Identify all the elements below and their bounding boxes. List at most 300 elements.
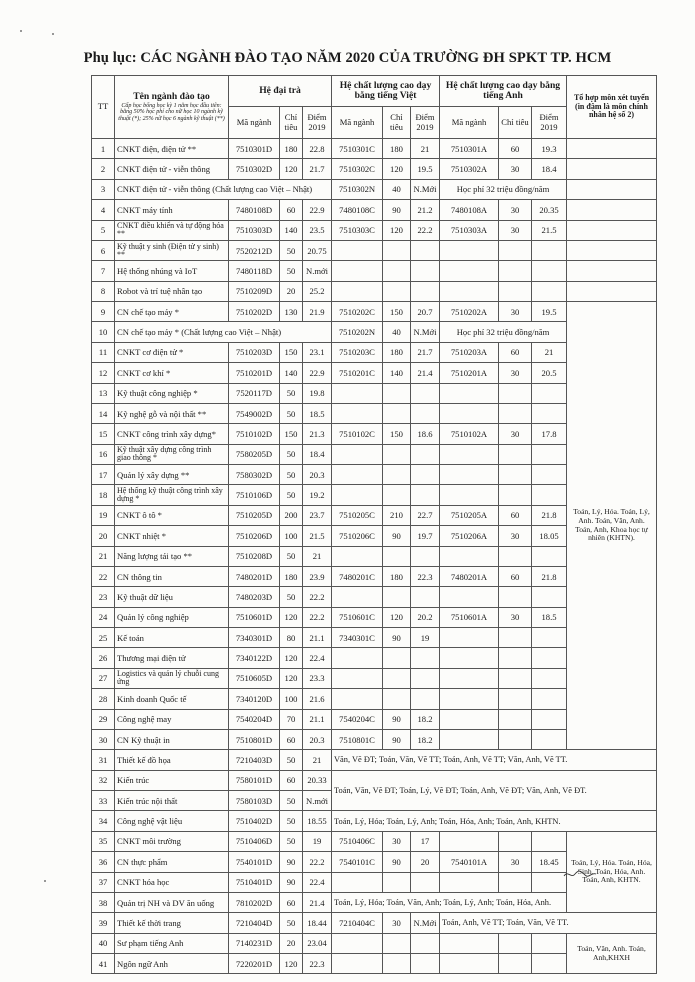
program-name: CN thực phẩm: [115, 852, 229, 872]
program-name: CNKT điện, điện tử **: [115, 139, 229, 159]
clcen-diem: [532, 668, 567, 688]
program-name: Kỹ nghệ gỗ và nội thất **: [115, 403, 229, 423]
clcen-chi: [499, 281, 532, 301]
daitra-ma: 7510106D: [229, 485, 280, 505]
clcvn-chi: 90: [383, 709, 411, 729]
table-row: [92, 281, 657, 301]
program-name: CNKT máy tính: [115, 200, 229, 220]
clcvn-chi: 180: [383, 139, 411, 159]
clcvn-chi: [383, 444, 411, 464]
daitra-ma: 7340122D: [229, 648, 280, 668]
daitra-chi: 50: [280, 546, 303, 566]
clcen-chi: [499, 729, 532, 749]
clcvn-chi: 90: [383, 729, 411, 749]
clcen-chi: [499, 261, 532, 281]
scan-speck: [44, 880, 46, 882]
daitra-ma: 7520117D: [229, 383, 280, 403]
program-name: Công nghệ may: [115, 709, 229, 729]
daitra-chi: 180: [280, 566, 303, 586]
combo-block: Toán, Lý, Hóa. Toán, Hóa, Sinh. Toán, Hóa, Anh. Toán, Anh, KHTN.: [567, 831, 657, 913]
clcen-chi: [499, 485, 532, 505]
daitra-chi: 60: [280, 200, 303, 220]
program-name: Năng lượng tái tạo **: [115, 546, 229, 566]
combo-empty: [567, 159, 657, 179]
clcen-chi: [499, 465, 532, 485]
daitra-chi: 60: [280, 729, 303, 749]
header-diem: Điểm 2019: [303, 107, 332, 139]
clcvn-ma: 7510202C: [332, 302, 383, 322]
daitra-chi: 150: [280, 342, 303, 362]
clcen-ma: [440, 709, 499, 729]
daitra-ma: 7480203D: [229, 587, 280, 607]
clcen-chi: [499, 648, 532, 668]
daitra-chi: 20: [280, 281, 303, 301]
clcvn-chi: [383, 546, 411, 566]
daitra-chi: 50: [280, 791, 303, 811]
header-combo-text: Tổ hợp môn xét tuyển (in đậm là môn chính nhân hệ số 2): [573, 93, 650, 120]
clcen-diem: 21.8: [532, 566, 567, 586]
clcvn-ma: [332, 281, 383, 301]
clcvn-diem: 21.2: [411, 200, 440, 220]
daitra-diem: 21: [303, 546, 332, 566]
clcvn-chi: 40: [383, 179, 411, 199]
header-ma: Mã ngành: [332, 107, 383, 139]
daitra-ma: 7580302D: [229, 465, 280, 485]
row-tt: 39: [92, 913, 115, 933]
clcen-diem: 18.4: [532, 159, 567, 179]
clcen-diem: [532, 403, 567, 423]
clcen-diem: [532, 465, 567, 485]
clcen-ma: [440, 546, 499, 566]
clcen-ma: [440, 465, 499, 485]
daitra-chi: 130: [280, 302, 303, 322]
clcvn-ma: 7510303C: [332, 220, 383, 240]
clcvn-diem: [411, 403, 440, 423]
clcvn-diem: [411, 383, 440, 403]
daitra-chi: 50: [280, 444, 303, 464]
clcvn-ma: [332, 465, 383, 485]
daitra-ma: 7510301D: [229, 139, 280, 159]
daitra-diem: 20.3: [303, 465, 332, 485]
clcvn-ma: 7510206C: [332, 526, 383, 546]
daitra-chi: 100: [280, 689, 303, 709]
clcen-ma: [440, 933, 499, 953]
daitra-ma: 7340301D: [229, 628, 280, 648]
row-tt: 16: [92, 444, 115, 464]
program-name: Kế toán: [115, 628, 229, 648]
combo-span-text: Toán, Anh, Vẽ TT; Toán, Văn, Vẽ TT.: [440, 913, 657, 933]
row-tt: 8: [92, 281, 115, 301]
row-tt: 14: [92, 403, 115, 423]
clcvn-chi: 120: [383, 159, 411, 179]
clcen-diem: [532, 648, 567, 668]
row-tt: 6: [92, 240, 115, 260]
clcvn-diem: 19: [411, 628, 440, 648]
clcen-diem: 21.8: [532, 505, 567, 525]
table-row: [92, 831, 657, 851]
combo-block: Toán, Văn, Anh. Toán, Anh,KHXH: [567, 933, 657, 974]
clcen-ma: 7510102A: [440, 424, 499, 444]
combo-span-text: Văn, Vẽ ĐT; Toán, Văn, Vẽ TT; Toán, Anh, Vẽ TT; Văn, Anh, Vẽ TT.: [332, 750, 657, 770]
clcen-chi: [499, 240, 532, 260]
clcen-diem: [532, 831, 567, 851]
clcen-ma: 7510202A: [440, 302, 499, 322]
daitra-chi: 60: [280, 770, 303, 790]
program-name: CNKT điện tử - viễn thông: [115, 159, 229, 179]
clcen-diem: [532, 485, 567, 505]
program-name: CNKT môi trường: [115, 831, 229, 851]
header-name: [115, 76, 229, 139]
clcen-chi: 60: [499, 139, 532, 159]
daitra-ma: 7510302D: [229, 159, 280, 179]
clcen-diem: 18.45: [532, 852, 567, 872]
clcen-ma: [440, 485, 499, 505]
clcvn-chi: 90: [383, 852, 411, 872]
program-name: Ngôn ngữ Anh: [115, 954, 229, 974]
daitra-chi: 50: [280, 831, 303, 851]
clcvn-diem: 21.4: [411, 363, 440, 383]
daitra-diem: 22.9: [303, 363, 332, 383]
daitra-chi: 120: [280, 159, 303, 179]
clcen-chi: 30: [499, 302, 532, 322]
daitra-ma: 7140231D: [229, 933, 280, 953]
clcen-ma: 7540101A: [440, 852, 499, 872]
clcvn-diem: [411, 281, 440, 301]
program-name: Kỹ thuật công nghiệp *: [115, 383, 229, 403]
header-ma: Mã ngành: [229, 107, 280, 139]
clcvn-chi: [383, 465, 411, 485]
daitra-diem: 20.75: [303, 240, 332, 260]
clcvn-diem: [411, 689, 440, 709]
clcen-diem: 21: [532, 342, 567, 362]
header-tt: TT: [92, 76, 115, 139]
row-tt: 36: [92, 852, 115, 872]
clcvn-ma: [332, 872, 383, 892]
clcen-chi: [499, 933, 532, 953]
clcen-diem: [532, 872, 567, 892]
daitra-ma: 7480118D: [229, 261, 280, 281]
table-row: [92, 139, 657, 159]
program-name: CNKT cơ khí *: [115, 363, 229, 383]
table-row: [92, 933, 657, 953]
row-tt: 22: [92, 566, 115, 586]
daitra-chi: 70: [280, 709, 303, 729]
clcen-ma: 7510201A: [440, 363, 499, 383]
clcvn-chi: [383, 668, 411, 688]
clcvn-chi: 120: [383, 220, 411, 240]
daitra-ma: 7510303D: [229, 220, 280, 240]
clcvn-diem: 22.2: [411, 220, 440, 240]
clcen-diem: 19.3: [532, 139, 567, 159]
clcvn-diem: 21.7: [411, 342, 440, 362]
clcvn-ma: [332, 587, 383, 607]
clcen-diem: [532, 729, 567, 749]
program-name: Sư phạm tiếng Anh: [115, 933, 229, 953]
row-tt: 18: [92, 485, 115, 505]
row-tt: 26: [92, 648, 115, 668]
daitra-ma: 7220201D: [229, 954, 280, 974]
clcen-ma: [440, 872, 499, 892]
daitra-chi: 120: [280, 607, 303, 627]
row-tt: 29: [92, 709, 115, 729]
daitra-chi: 120: [280, 954, 303, 974]
programs-table: [91, 75, 657, 974]
daitra-chi: 90: [280, 852, 303, 872]
row-tt: 27: [92, 668, 115, 688]
daitra-chi: 140: [280, 220, 303, 240]
clcen-diem: 18.5: [532, 607, 567, 627]
daitra-chi: 50: [280, 465, 303, 485]
daitra-ma: 7580101D: [229, 770, 280, 790]
clcen-diem: 20.5: [532, 363, 567, 383]
daitra-diem: 20.3: [303, 729, 332, 749]
header-ma: Mã ngành: [440, 107, 499, 139]
clcen-diem: [532, 628, 567, 648]
daitra-chi: 50: [280, 587, 303, 607]
daitra-diem: 23.04: [303, 933, 332, 953]
daitra-ma: 7510402D: [229, 811, 280, 831]
program-name: Thiết kế đồ họa: [115, 750, 229, 770]
clcen-chi: 30: [499, 526, 532, 546]
clcvn-ma: 7540101C: [332, 852, 383, 872]
clcvn-diem: 22.7: [411, 505, 440, 525]
clcvn-ma: 7510801C: [332, 729, 383, 749]
clcen-diem: [532, 281, 567, 301]
header-combo: [567, 76, 657, 139]
daitra-chi: 60: [280, 892, 303, 912]
daitra-diem: 22.2: [303, 607, 332, 627]
daitra-diem: 19.8: [303, 383, 332, 403]
daitra-diem: 20.33: [303, 770, 332, 790]
daitra-ma: 7510202D: [229, 302, 280, 322]
daitra-diem: 23.1: [303, 342, 332, 362]
table-row: [92, 179, 657, 199]
clcvn-diem: [411, 546, 440, 566]
row-tt: 35: [92, 831, 115, 851]
clcen-ma: [440, 729, 499, 749]
daitra-chi: 50: [280, 811, 303, 831]
daitra-diem: 21: [303, 750, 332, 770]
clcen-diem: [532, 261, 567, 281]
program-name: CN chế tạo máy * (Chất lượng cao Việt – Nhật): [115, 322, 332, 342]
clcen-ma: [440, 240, 499, 260]
clcen-ma: 7510601A: [440, 607, 499, 627]
table-row: [92, 159, 657, 179]
combo-empty: [567, 261, 657, 281]
clcvn-ma: [332, 954, 383, 974]
row-tt: 34: [92, 811, 115, 831]
clcvn-ma: 7510302N: [332, 179, 383, 199]
combo-span-text: Toán, Lý, Hóa; Toán, Lý, Anh; Toán, Hóa, Anh; Toán, Anh, KHTN.: [332, 811, 657, 831]
clcvn-diem: [411, 933, 440, 953]
clcen-chi: [499, 628, 532, 648]
program-name: Công nghệ vật liệu: [115, 811, 229, 831]
row-tt: 3: [92, 179, 115, 199]
row-tt: 12: [92, 363, 115, 383]
daitra-ma: 7810202D: [229, 892, 280, 912]
program-name: Hệ thống nhúng và IoT: [115, 261, 229, 281]
daitra-diem: 21.9: [303, 302, 332, 322]
daitra-diem: 18.5: [303, 403, 332, 423]
clcen-diem: [532, 689, 567, 709]
row-tt: 38: [92, 892, 115, 912]
clcen-diem: 21.5: [532, 220, 567, 240]
clcvn-diem: N.Mới: [411, 913, 440, 933]
daitra-diem: 19: [303, 831, 332, 851]
clcvn-chi: [383, 383, 411, 403]
row-tt: 15: [92, 424, 115, 444]
program-name: CNKT hóa học: [115, 872, 229, 892]
clcvn-diem: [411, 872, 440, 892]
header-group-daitra: Hệ đại trà: [229, 76, 332, 107]
daitra-chi: 120: [280, 668, 303, 688]
daitra-diem: 23.5: [303, 220, 332, 240]
program-name: Quản lý công nghiệp: [115, 607, 229, 627]
program-name: Robot và trí tuệ nhân tạo: [115, 281, 229, 301]
clcvn-chi: 150: [383, 302, 411, 322]
daitra-chi: 120: [280, 648, 303, 668]
program-name: Kỹ thuật dữ liệu: [115, 587, 229, 607]
daitra-ma: 7510206D: [229, 526, 280, 546]
daitra-chi: 50: [280, 485, 303, 505]
row-tt: 41: [92, 954, 115, 974]
daitra-chi: 50: [280, 750, 303, 770]
daitra-ma: 7540101D: [229, 852, 280, 872]
clcen-chi: 60: [499, 505, 532, 525]
header-group-clc-vn: Hệ chất lượng cao dạy bằng tiếng Việt: [332, 76, 440, 107]
table-body: [92, 139, 657, 974]
table-row: [92, 220, 657, 240]
clcvn-chi: [383, 872, 411, 892]
combo-span-text: Toán, Lý, Hóa; Toán, Văn, Anh; Toán, Lý, Anh; Toán, Hóa, Anh.: [332, 892, 657, 912]
daitra-ma: 7510401D: [229, 872, 280, 892]
header-diem: Điểm 2019: [411, 107, 440, 139]
clcvn-chi: 90: [383, 526, 411, 546]
clcen-chi: 30: [499, 200, 532, 220]
daitra-ma: 7510205D: [229, 505, 280, 525]
page-title: Phụ lục: CÁC NGÀNH ĐÀO TẠO NĂM 2020 CỦA TRƯỜNG ĐH SPKT TP. HCM: [83, 50, 612, 66]
clcen-diem: [532, 954, 567, 974]
clcen-chi: 30: [499, 424, 532, 444]
clcen-chi: [499, 954, 532, 974]
clcen-chi: 30: [499, 159, 532, 179]
daitra-diem: 22.2: [303, 587, 332, 607]
program-name: CNKT điều khiển và tự động hóa **: [115, 220, 229, 240]
clcvn-ma: [332, 383, 383, 403]
clcvn-ma: 7510205C: [332, 505, 383, 525]
clcen-diem: [532, 240, 567, 260]
clcvn-ma: [332, 485, 383, 505]
clcen-ma: [440, 261, 499, 281]
signature-mark: [563, 868, 597, 880]
clcen-diem: [532, 383, 567, 403]
row-tt: 37: [92, 872, 115, 892]
daitra-diem: 22.2: [303, 852, 332, 872]
clcvn-diem: [411, 261, 440, 281]
daitra-diem: N.mới: [303, 261, 332, 281]
clcvn-ma: 7510301C: [332, 139, 383, 159]
clcen-ma: 7510303A: [440, 220, 499, 240]
clcen-ma: [440, 444, 499, 464]
daitra-chi: 50: [280, 403, 303, 423]
clcen-diem: [532, 444, 567, 464]
daitra-ma: 7510203D: [229, 342, 280, 362]
clcen-ma: [440, 281, 499, 301]
clcvn-diem: 19.7: [411, 526, 440, 546]
clcvn-ma: [332, 444, 383, 464]
header-name-note: Cấp học bổng học kỳ 1 năm học đầu tiên: bằng 50% học phí cho nữ học 10 ngành kỹ thuật (*); 25% nữ học 6 ngành kỹ thuật (**): [118, 102, 225, 122]
daitra-ma: 7510201D: [229, 363, 280, 383]
daitra-chi: 140: [280, 363, 303, 383]
daitra-diem: 22.9: [303, 200, 332, 220]
program-name: Kinh doanh Quốc tế: [115, 689, 229, 709]
clcen-ma: [440, 668, 499, 688]
row-tt: 13: [92, 383, 115, 403]
clcen-ma: [440, 403, 499, 423]
row-tt: 7: [92, 261, 115, 281]
table-row: [92, 240, 657, 260]
program-name: Hệ thống kỹ thuật công trình xây dựng *: [115, 485, 229, 505]
clcen-ma: 7510206A: [440, 526, 499, 546]
clcen-diem: 20.35: [532, 200, 567, 220]
daitra-diem: 21.1: [303, 709, 332, 729]
clcvn-chi: [383, 648, 411, 668]
program-name: CN thông tin: [115, 566, 229, 586]
clcvn-ma: 7480108C: [332, 200, 383, 220]
clcvn-ma: [332, 933, 383, 953]
combo-empty: [567, 139, 657, 159]
clcvn-chi: 180: [383, 342, 411, 362]
daitra-diem: N.mới: [303, 791, 332, 811]
daitra-diem: 21.6: [303, 689, 332, 709]
daitra-diem: 18.55: [303, 811, 332, 831]
clcvn-ma: 7340301C: [332, 628, 383, 648]
clcvn-diem: 20.7: [411, 302, 440, 322]
clcvn-ma: 7510202N: [332, 322, 383, 342]
daitra-diem: 18.44: [303, 913, 332, 933]
clcen-chi: [499, 546, 532, 566]
row-tt: 23: [92, 587, 115, 607]
program-name: Kỹ thuật y sinh (Điện tử y sinh) **: [115, 240, 229, 260]
program-name: Quản lý xây dựng **: [115, 465, 229, 485]
clcvn-chi: 90: [383, 200, 411, 220]
row-tt: 33: [92, 791, 115, 811]
program-name: Logistics và quản lý chuỗi cung ứng: [115, 668, 229, 688]
daitra-ma: 7520212D: [229, 240, 280, 260]
clcvn-ma: 7510601C: [332, 607, 383, 627]
clcvn-diem: [411, 587, 440, 607]
combo-empty: [567, 200, 657, 220]
daitra-diem: 21.3: [303, 424, 332, 444]
clcvn-ma: 7510302C: [332, 159, 383, 179]
daitra-ma: 7510406D: [229, 831, 280, 851]
clcen-ma: [440, 383, 499, 403]
daitra-ma: 7549002D: [229, 403, 280, 423]
clcen-ma: 7510205A: [440, 505, 499, 525]
daitra-diem: 23.7: [303, 505, 332, 525]
daitra-ma: 7210403D: [229, 750, 280, 770]
row-tt: 2: [92, 159, 115, 179]
program-name: CNKT ô tô *: [115, 505, 229, 525]
daitra-chi: 150: [280, 424, 303, 444]
clcvn-diem: [411, 465, 440, 485]
row-tt: 9: [92, 302, 115, 322]
program-name: Kỹ thuật xây dựng công trình giao thông *: [115, 444, 229, 464]
combo-span-text: Toán, Văn, Vẽ ĐT; Toán, Lý, Vẽ ĐT; Toán, Anh, Vẽ ĐT; Văn, Anh, Vẽ ĐT.: [332, 770, 657, 811]
daitra-diem: 22.3: [303, 954, 332, 974]
clcvn-ma: [332, 648, 383, 668]
clcen-ma: 7480108A: [440, 200, 499, 220]
